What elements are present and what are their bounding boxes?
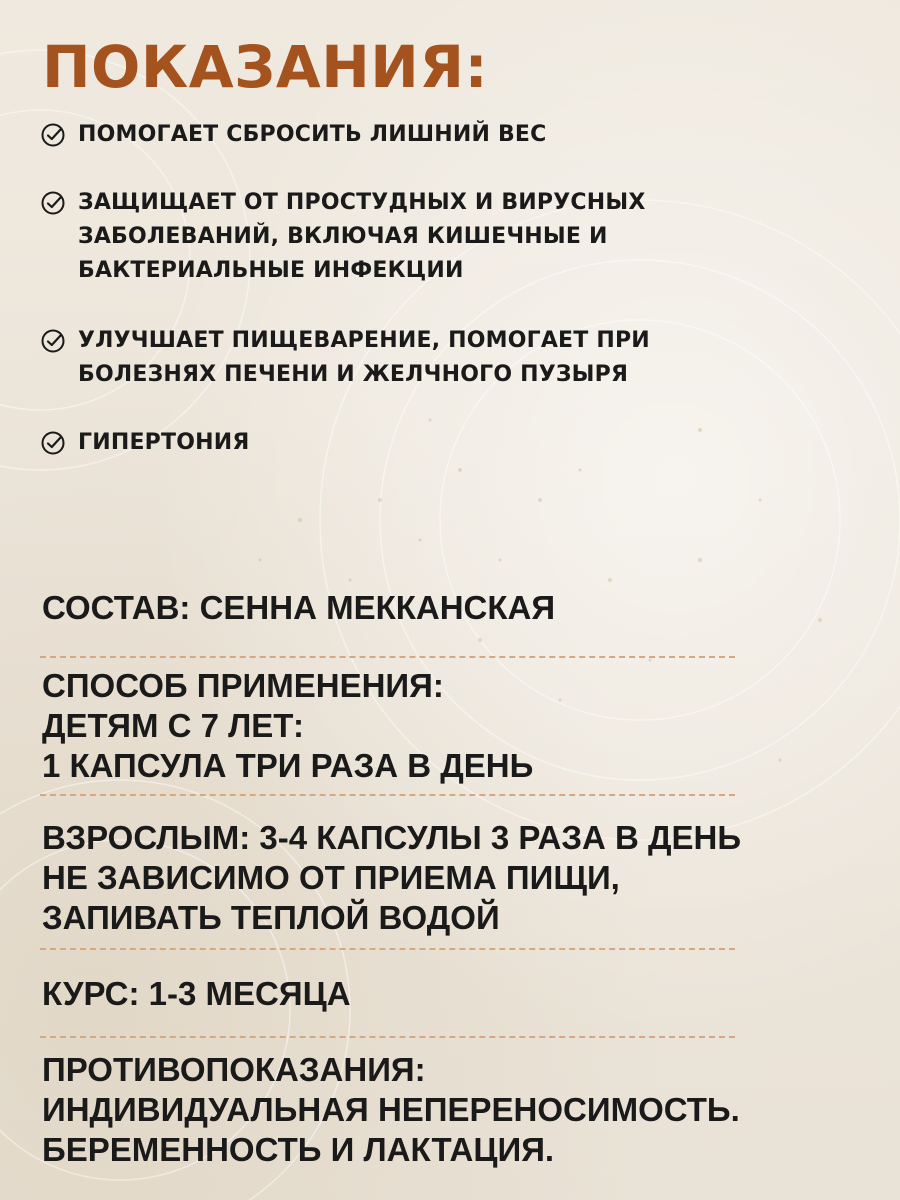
contraindications-line: ИНДИВИДУАЛЬНАЯ НЕПЕРЕНОСИМОСТЬ. (42, 1091, 740, 1128)
indication-line: УЛУЧШАЕТ ПИЩЕВАРЕНИЕ, ПОМОГАЕТ ПРИ (78, 328, 650, 353)
adults-section (42, 818, 842, 938)
section-divider (40, 1036, 735, 1038)
indication-text (78, 426, 249, 460)
section-divider (40, 656, 735, 658)
adults-note: НЕ ЗАВИСИМО ОТ ПРИЕМА ПИЩИ, (42, 859, 620, 896)
indication-item (40, 426, 680, 460)
indications-title: ПОКАЗАНИЯ: (42, 33, 489, 101)
indication-text (78, 186, 646, 288)
indication-line: БОЛЕЗНЯХ ПЕЧЕНИ И ЖЕЛЧНОГО ПУЗЫРЯ (78, 362, 629, 387)
course-section (42, 974, 842, 1014)
indication-line: БАКТЕРИАЛЬНЫЕ ИНФЕКЦИИ (78, 258, 464, 283)
check-circle-icon (40, 190, 66, 216)
usage-children-dose: 1 КАПСУЛА ТРИ РАЗА В ДЕНЬ (42, 747, 534, 784)
section-divider (40, 794, 735, 796)
contraindications-section (42, 1050, 842, 1170)
contraindications-title: ПРОТИВОПОКАЗАНИЯ: (42, 1051, 426, 1088)
adults-instruction: ЗАПИВАТЬ ТЕПЛОЙ ВОДОЙ (42, 899, 500, 936)
indication-item (40, 118, 680, 152)
section-divider (40, 948, 735, 950)
check-circle-icon (40, 430, 66, 456)
usage-section (42, 666, 842, 786)
indication-line: ЗАБОЛЕВАНИЙ, ВКЛЮЧАЯ КИШЕЧНЫЕ И (78, 224, 608, 249)
usage-children-label: ДЕТЯМ С 7 ЛЕТ: (42, 707, 305, 744)
composition-section (42, 588, 842, 628)
indication-item (40, 186, 680, 288)
indication-line: ЗАЩИЩАЕТ ОТ ПРОСТУДНЫХ И ВИРУСНЫХ (78, 190, 646, 215)
check-circle-icon (40, 328, 66, 354)
check-circle-icon (40, 122, 66, 148)
indication-text (78, 118, 546, 152)
usage-title: СПОСОБ ПРИМЕНЕНИЯ: (42, 667, 444, 704)
course-text: КУРС: 1-3 МЕСЯЦА (42, 975, 351, 1012)
composition-text: СОСТАВ: СЕННА МЕККАНСКАЯ (42, 589, 556, 626)
indication-text (78, 324, 650, 392)
indication-line: ГИПЕРТОНИЯ (78, 430, 250, 455)
indication-item (40, 324, 680, 392)
contraindications-line: БЕРЕМЕННОСТЬ И ЛАКТАЦИЯ. (42, 1131, 555, 1168)
adults-dose: ВЗРОСЛЫМ: 3-4 КАПСУЛЫ 3 РАЗА В ДЕНЬ (42, 819, 742, 856)
indication-line: ПОМОГАЕТ СБРОСИТЬ ЛИШНИЙ ВЕС (78, 122, 547, 147)
